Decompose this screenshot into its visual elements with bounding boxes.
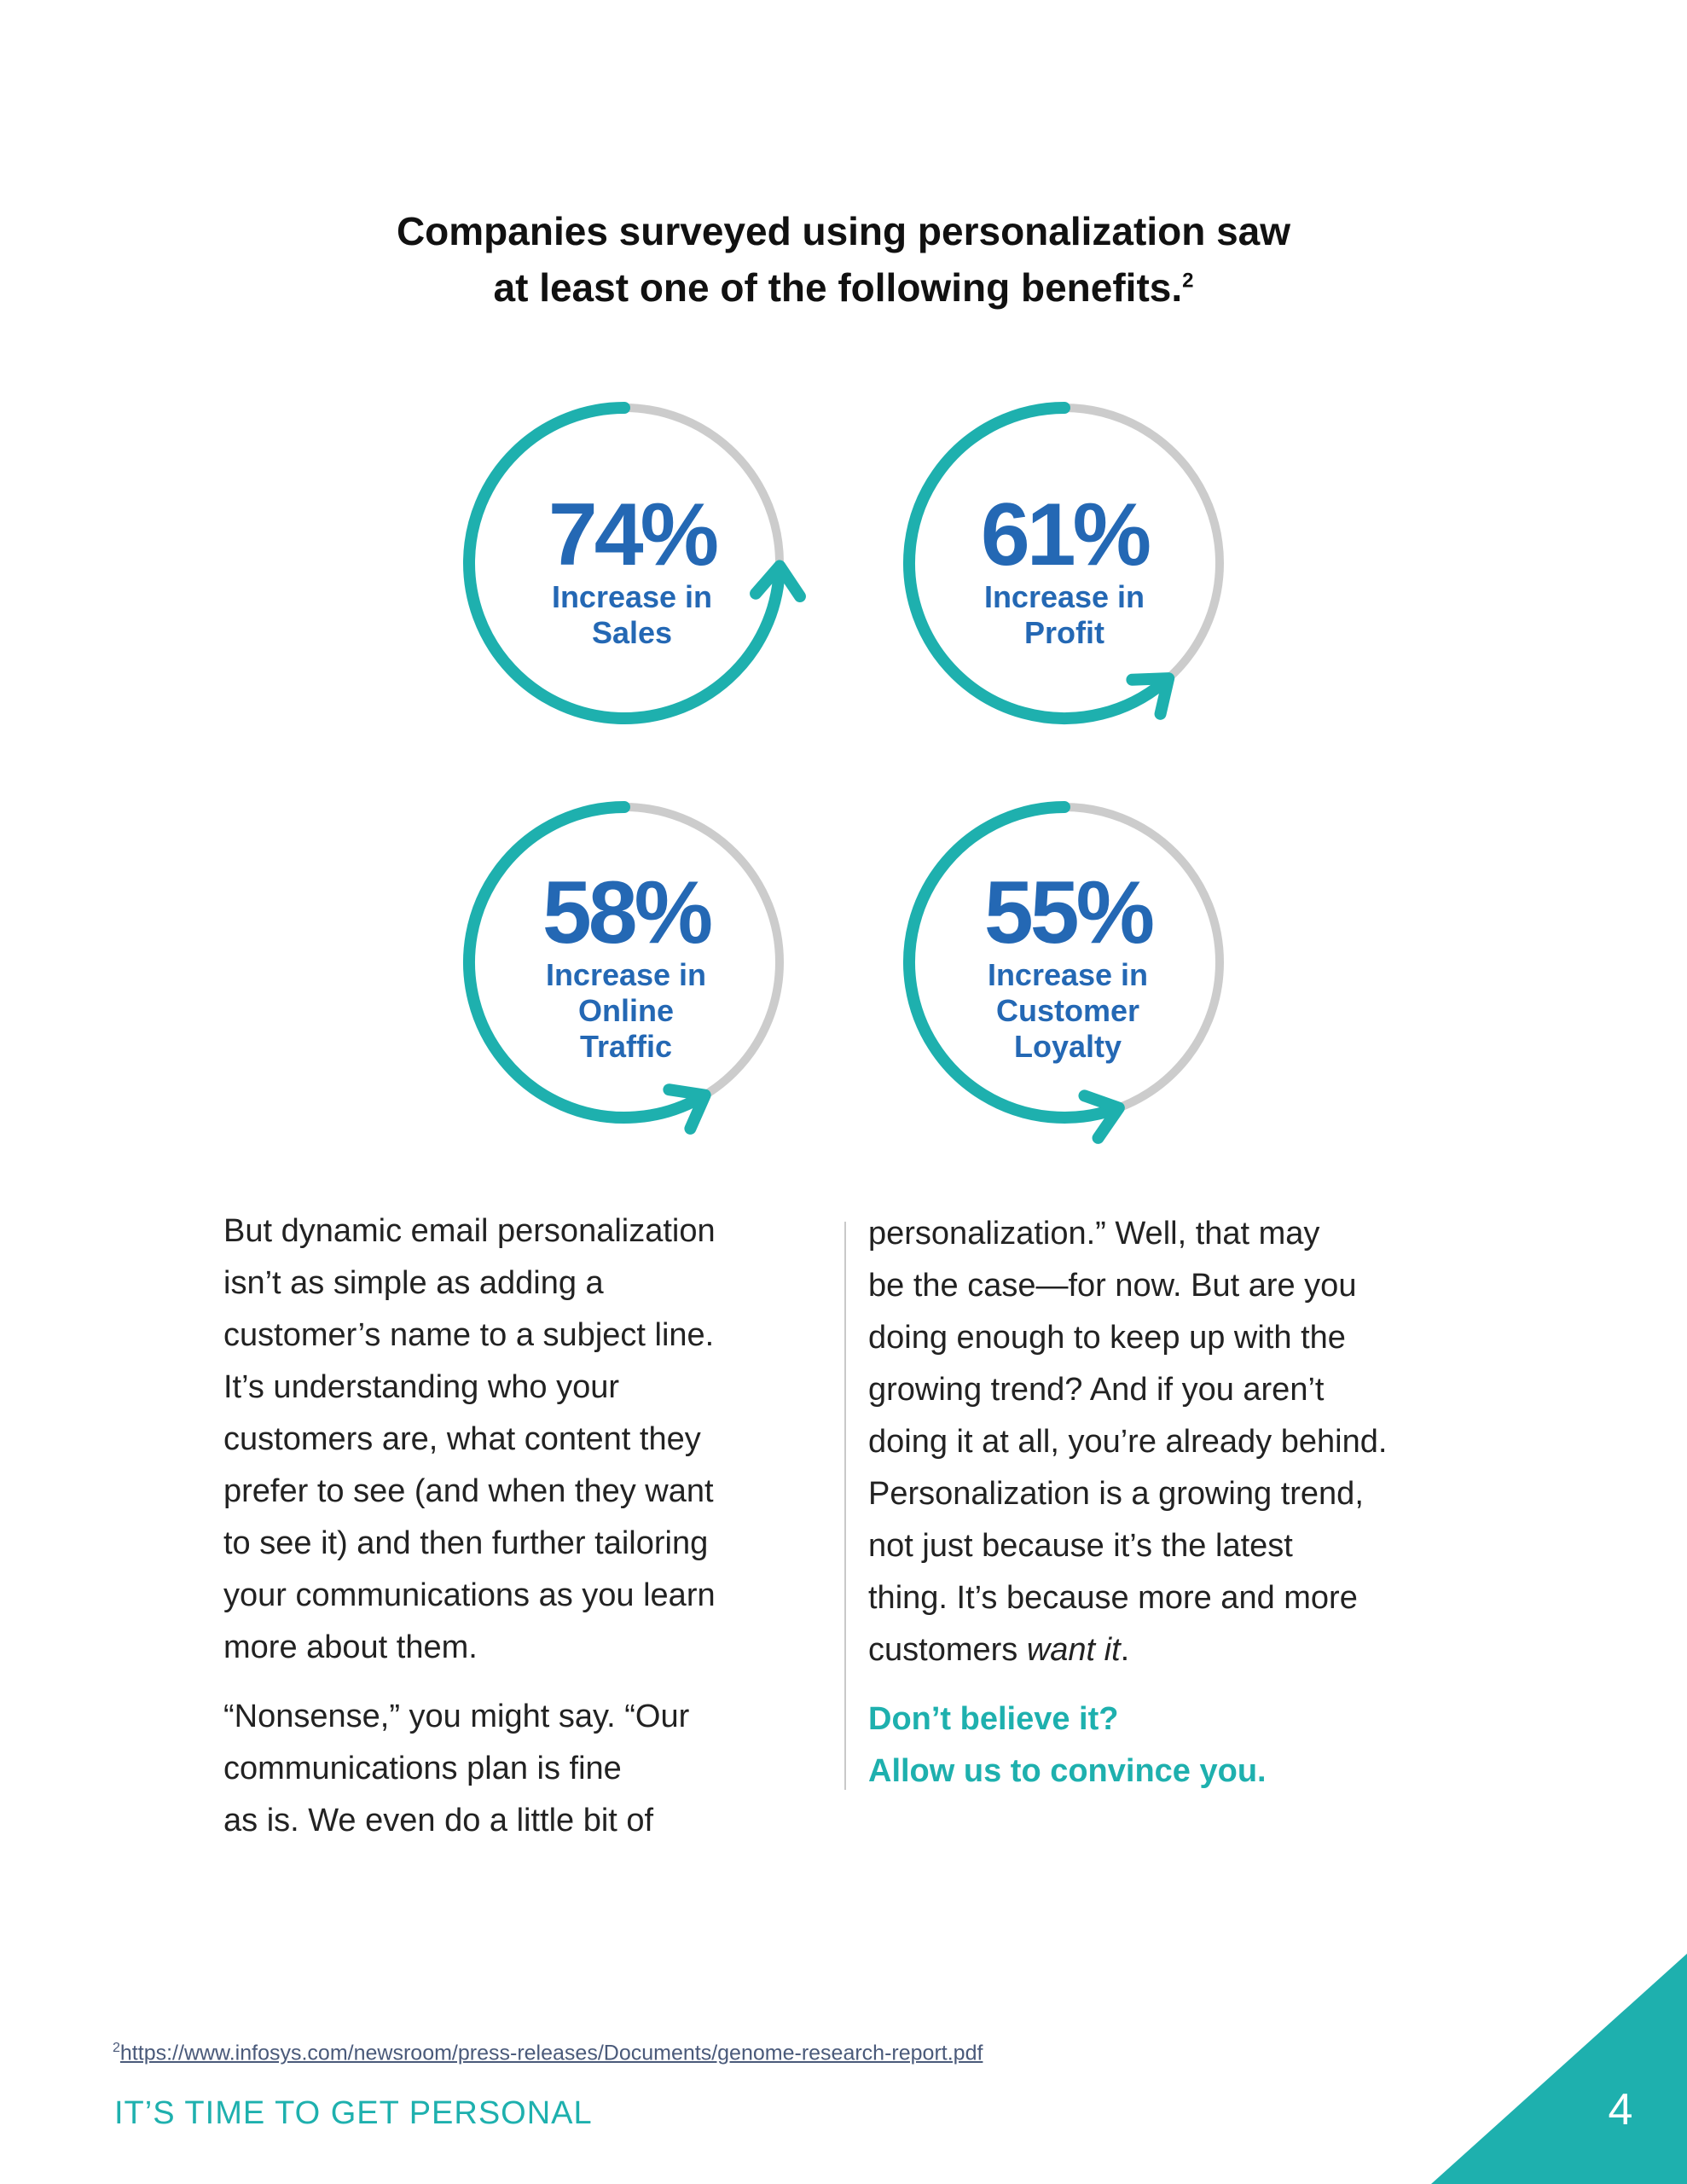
text-line: doing it at all, you’re already behind. [868,1424,1388,1460]
column-divider [844,1222,846,1790]
stat-label-line: Traffic [579,1029,673,1064]
corner-triangle [1431,1954,1687,2184]
text-line: to see it) and then further tailoring [223,1525,709,1561]
text-line: isn’t as simple as adding a [223,1265,604,1301]
footnote-ref: 2 [1182,269,1194,293]
text-line: It’s understanding who your [223,1369,620,1405]
page-number: 4 [1608,2085,1633,2135]
text-line: customer’s name to a subject line. [223,1317,715,1353]
body-paragraph [868,1208,1482,1676]
body-column-right [868,1208,1482,1798]
text-line: doing enough to keep up with the [868,1320,1346,1356]
stat-label-line: Increase in [983,579,1145,614]
text-line: customers [868,1632,1027,1668]
text-line: “Nonsense,” you might say. “Our [223,1699,690,1734]
text-line: growing trend? And if you aren’t [868,1372,1325,1408]
footer-title: IT’S TIME TO GET PERSONAL [114,2095,593,2131]
cta-line-1: Don’t believe it? [868,1701,1119,1737]
stat-label-line: Loyalty [1013,1029,1122,1064]
stat-sales [487,485,777,651]
text-line: prefer to see (and when they want [223,1473,714,1509]
text-line: your communications as you learn [223,1577,716,1613]
heading-line-1: Companies surveyed using personalization saw [396,209,1291,253]
text-punctuation: . [1120,1632,1130,1668]
text-line: more about them. [223,1629,478,1665]
text-line: Personalization is a growing trend, [868,1476,1364,1512]
text-line: customers are, what content they [223,1421,701,1457]
footnote [113,2041,983,2065]
text-line: as is. We even do a little bit of [223,1803,654,1838]
stat-label-line: Customer [995,993,1140,1028]
stat-value: 74% [548,485,716,584]
text-line: communications plan is fine [223,1751,622,1786]
text-line: not just because it’s the latest [868,1528,1293,1564]
stat-value: 61% [980,485,1149,584]
stat-label-line: Increase in [987,957,1149,992]
text-line: personalization.” Well, that may [868,1216,1320,1252]
stat-label-line: Profit [1024,615,1104,650]
body-column-left [223,1205,820,1847]
text-line: thing. It’s because more and more [868,1580,1358,1616]
footnote-link[interactable]: https://www.infosys.com/newsroom/press-releases/Documents/genome-research-report.pdf [119,2041,983,2065]
stat-profit [919,485,1209,651]
call-to-action [868,1693,1482,1798]
stat-label-line: Sales [591,615,673,650]
stat-customer-loyalty [923,863,1213,1065]
stat-label-line: Increase in [551,579,713,614]
text-line: be the case—for now. But are you [868,1268,1357,1304]
footnote-marker: 2 [113,2041,120,2055]
body-paragraph [223,1205,820,1674]
cta-line-2: Allow us to convince you. [868,1753,1267,1789]
body-paragraph [223,1691,820,1847]
heading-line-2-text: at least one of the following benefits. [493,265,1183,310]
stat-value: 55% [983,863,1152,962]
stat-label-line: Increase in [545,957,707,992]
text-line: But dynamic email personalization [223,1213,716,1249]
emphasis-text: want it [1026,1632,1121,1668]
stat-value: 58% [542,863,710,962]
stat-label-line: Online [577,993,674,1028]
stat-online-traffic [481,863,771,1065]
